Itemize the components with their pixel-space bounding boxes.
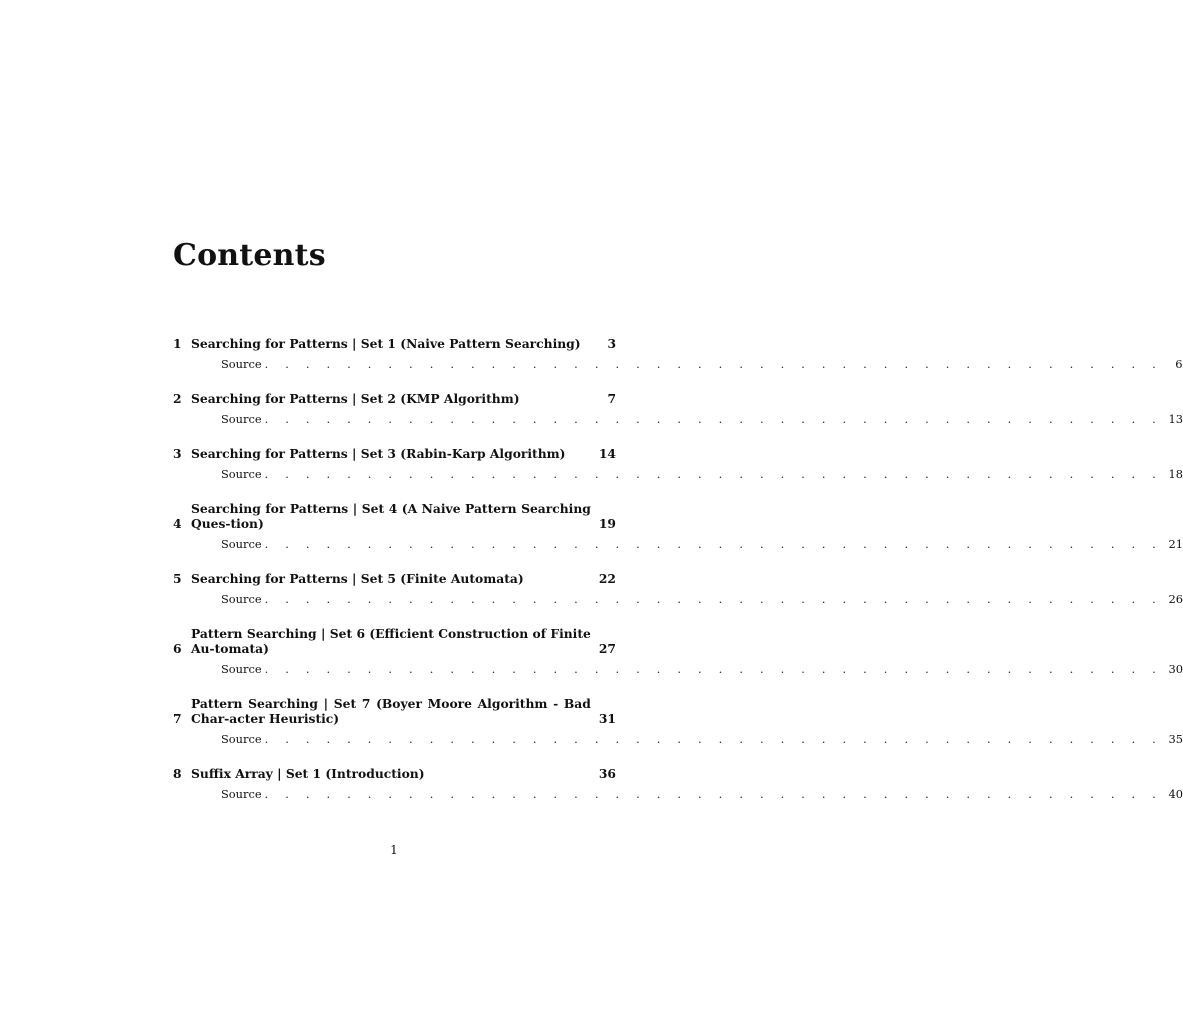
section-label: Source — [221, 732, 262, 746]
chapter-title: Searching for Patterns | Set 2 (KMP Algorithm) — [191, 391, 520, 406]
toc-chapter-heading[interactable] — [173, 446, 616, 461]
chapter-number: 3 — [173, 446, 182, 461]
chapter-title: Searching for Patterns | Set 4 (A Naive Pattern Searching Ques-tion) — [191, 501, 591, 531]
toc-chapter-heading[interactable] — [173, 696, 616, 726]
chapter-number: 2 — [173, 391, 182, 406]
section-label: Source — [221, 467, 262, 481]
page-number: 1 — [390, 843, 398, 857]
section-label: Source — [221, 357, 262, 371]
chapter-title: Pattern Searching | Set 7 (Boyer Moore Algorithm - Bad Char-acter Heuristic) — [191, 696, 591, 726]
dot-leader: . . . . . . . . . . . . . . . . . . . . . . . . . . . . . . . . . . . . . . . . . . . . — [264, 357, 1163, 371]
section-page-number: 26 — [1168, 592, 1183, 606]
dot-leader: . . . . . . . . . . . . . . . . . . . . . . . . . . . . . . . . . . . . . . . . . . . . — [264, 787, 1163, 801]
section-page-number: 35 — [1168, 732, 1183, 746]
toc-chapter-2 — [173, 391, 1183, 427]
toc-section-source[interactable] — [221, 662, 1183, 677]
toc-section-source[interactable] — [221, 732, 1183, 747]
chapter-title: Searching for Patterns | Set 5 (Finite Automata) — [191, 571, 524, 586]
toc-section-source[interactable] — [221, 537, 1183, 552]
toc-chapter-5 — [173, 571, 1183, 607]
section-page-number: 21 — [1168, 537, 1183, 551]
toc-chapter-heading[interactable] — [173, 571, 616, 586]
table-of-contents — [173, 336, 1183, 821]
chapter-page-number: 27 — [598, 641, 616, 656]
section-label: Source — [221, 537, 262, 551]
toc-section-source[interactable] — [221, 592, 1183, 607]
toc-section-source[interactable] — [221, 412, 1183, 427]
chapter-number: 8 — [173, 766, 182, 781]
page-title: Contents — [173, 238, 326, 273]
toc-section-source[interactable] — [221, 357, 1183, 372]
dot-leader: . . . . . . . . . . . . . . . . . . . . . . . . . . . . . . . . . . . . . . . . . . . . — [264, 537, 1163, 551]
toc-chapter-4 — [173, 501, 1183, 552]
section-label: Source — [221, 592, 262, 606]
chapter-page-number: 7 — [607, 391, 616, 406]
toc-chapter-1 — [173, 336, 1183, 372]
section-page-number: 13 — [1168, 412, 1183, 426]
section-label: Source — [221, 412, 262, 426]
section-page-number: 30 — [1168, 662, 1183, 676]
toc-chapter-heading[interactable] — [173, 626, 616, 656]
toc-chapter-8 — [173, 766, 1183, 802]
chapter-number: 5 — [173, 571, 182, 586]
toc-chapter-heading[interactable] — [173, 766, 616, 781]
toc-chapter-3 — [173, 446, 1183, 482]
toc-chapter-heading[interactable] — [173, 336, 616, 351]
chapter-number: 1 — [173, 336, 182, 351]
chapter-title: Searching for Patterns | Set 3 (Rabin-Karp Algorithm) — [191, 446, 566, 461]
section-page-number: 40 — [1168, 787, 1183, 801]
chapter-number: 6 — [173, 641, 182, 656]
chapter-page-number: 31 — [598, 711, 616, 726]
chapter-page-number: 19 — [598, 516, 616, 531]
section-page-number: 6 — [1175, 357, 1183, 371]
dot-leader: . . . . . . . . . . . . . . . . . . . . . . . . . . . . . . . . . . . . . . . . . . . . — [264, 732, 1163, 746]
chapter-title: Searching for Patterns | Set 1 (Naive Pattern Searching) — [191, 336, 581, 351]
toc-section-source[interactable] — [221, 787, 1183, 802]
chapter-page-number: 36 — [598, 766, 616, 781]
chapter-title: Pattern Searching | Set 6 (Efficient Construction of Finite Au-tomata) — [191, 626, 591, 656]
toc-section-source[interactable] — [221, 467, 1183, 482]
dot-leader: . . . . . . . . . . . . . . . . . . . . . . . . . . . . . . . . . . . . . . . . . . . . — [264, 592, 1163, 606]
section-label: Source — [221, 787, 262, 801]
dot-leader: . . . . . . . . . . . . . . . . . . . . . . . . . . . . . . . . . . . . . . . . . . . . — [264, 412, 1163, 426]
toc-chapter-heading[interactable] — [173, 501, 616, 531]
chapter-page-number: 22 — [598, 571, 616, 586]
chapter-title: Suffix Array | Set 1 (Introduction) — [191, 766, 425, 781]
toc-chapter-6 — [173, 626, 1183, 677]
chapter-number: 7 — [173, 711, 182, 726]
toc-chapter-heading[interactable] — [173, 391, 616, 406]
section-page-number: 18 — [1168, 467, 1183, 481]
chapter-page-number: 14 — [598, 446, 616, 461]
section-label: Source — [221, 662, 262, 676]
dot-leader: . . . . . . . . . . . . . . . . . . . . . . . . . . . . . . . . . . . . . . . . . . . . — [264, 662, 1163, 676]
chapter-number: 4 — [173, 516, 182, 531]
dot-leader: . . . . . . . . . . . . . . . . . . . . . . . . . . . . . . . . . . . . . . . . . . . . — [264, 467, 1163, 481]
chapter-page-number: 3 — [607, 336, 616, 351]
toc-chapter-7 — [173, 696, 1183, 747]
